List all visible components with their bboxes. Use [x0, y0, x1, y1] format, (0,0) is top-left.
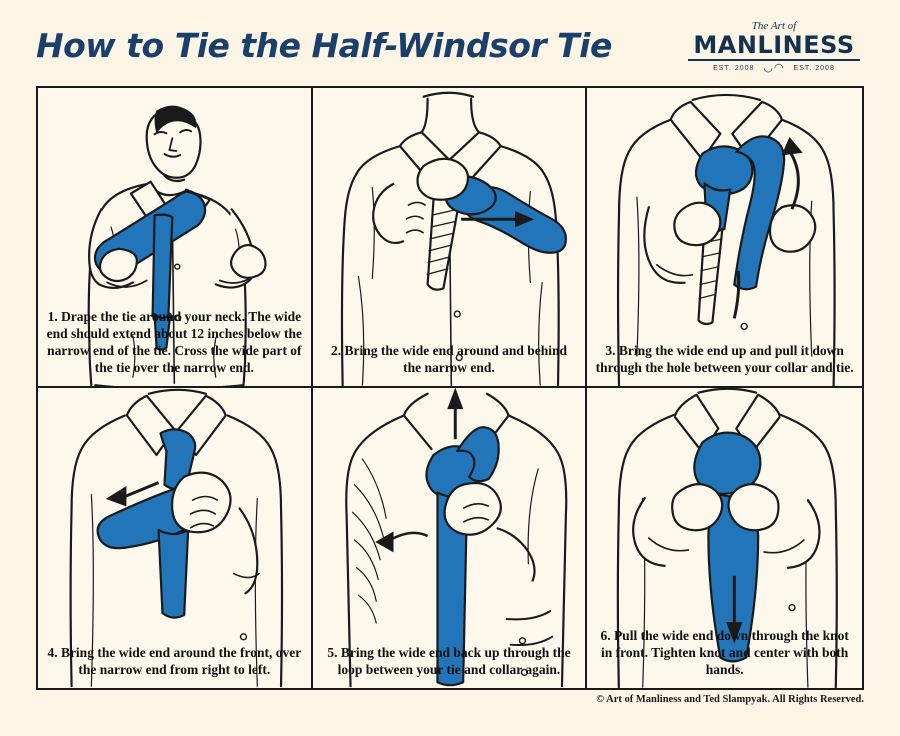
step-panel-6 [587, 388, 862, 688]
step-4-caption: 4. Bring the wide end around the front, over the narrow end from right to left. [47, 645, 302, 677]
copyright-credit: © Art of Manliness and Ted Slampyak. All Rights Reserved. [596, 694, 864, 705]
step-panel-1 [38, 88, 313, 388]
mustache-icon: ◡◠ [763, 62, 785, 74]
logo-est-left: EST. 2008 [713, 65, 755, 72]
logo-divider [688, 59, 860, 61]
step-4-illustration [38, 388, 311, 688]
step-panel-4 [38, 388, 313, 688]
step-2-caption: 2. Bring the wide end around and behind the narrow end. [330, 343, 568, 375]
logo-top-text: The Art of [751, 20, 797, 32]
step-5-illustration [313, 388, 586, 688]
step-5-caption: 5. Bring the wide end back up through the loop between your tie and collar again. [327, 645, 571, 677]
page-title: How to Tie the Half-Windsor Tie [36, 26, 612, 65]
step-1-caption: 1. Drape the tie around your neck. The wide end should extend about 12 inches below the narrow end of the tie. Cross the wide part of the tie over the narrow end. [46, 309, 303, 375]
brand-logo [684, 18, 864, 80]
step-3-caption: 3. Bring the wide end up and pull it down through the hole between your collar and tie. [595, 343, 854, 375]
logo-main-text: MANLINESS [693, 31, 855, 59]
step-panel-5 [313, 388, 588, 688]
steps-grid [36, 86, 864, 690]
header [0, 18, 900, 80]
step-panel-2 [313, 88, 588, 388]
step-panel-3 [587, 88, 862, 388]
step-6-caption: 6. Pull the wide end down through the knot in front. Tighten knot and center with both hands. [600, 628, 849, 677]
logo-est-right: EST. 2008 [793, 65, 835, 72]
logo-established [684, 63, 864, 74]
